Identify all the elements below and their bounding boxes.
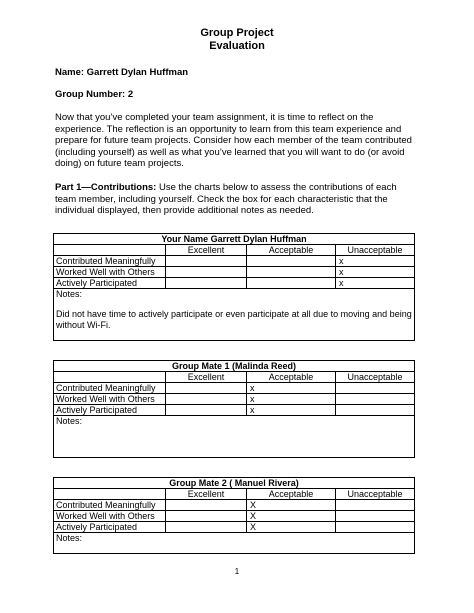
column-header-acceptable: Acceptable [247, 372, 336, 383]
unacceptable-checkbox[interactable] [336, 511, 415, 522]
acceptable-checkbox[interactable]: x [247, 405, 336, 416]
corner-cell [54, 372, 166, 383]
unacceptable-checkbox[interactable] [336, 394, 415, 405]
excellent-checkbox[interactable] [166, 511, 247, 522]
table-row [54, 267, 415, 278]
acceptable-checkbox[interactable]: x [247, 383, 336, 394]
row-label: Contributed Meaningfully [54, 500, 166, 511]
column-header-unacceptable: Unacceptable [336, 245, 415, 256]
acceptable-checkbox[interactable]: X [247, 522, 336, 533]
notes-label: Notes: [56, 289, 83, 299]
excellent-checkbox[interactable] [166, 256, 247, 267]
acceptable-checkbox[interactable] [247, 278, 336, 289]
column-header-unacceptable: Unacceptable [336, 372, 415, 383]
table-row [54, 405, 415, 416]
acceptable-checkbox[interactable] [247, 256, 336, 267]
corner-cell [54, 489, 166, 500]
row-label: Contributed Meaningfully [54, 383, 166, 394]
notes-field[interactable] [54, 289, 415, 341]
row-label: Worked Well with Others [54, 511, 166, 522]
row-label: Actively Participated [54, 405, 166, 416]
excellent-checkbox[interactable] [166, 383, 247, 394]
excellent-checkbox[interactable] [166, 500, 247, 511]
notes-field[interactable] [54, 416, 415, 458]
notes-label: Notes: [56, 533, 83, 543]
title-line-2: Evaluation [209, 39, 265, 52]
column-header-unacceptable: Unacceptable [336, 489, 415, 500]
unacceptable-checkbox[interactable] [336, 405, 415, 416]
document-title [0, 27, 474, 52]
excellent-checkbox[interactable] [166, 267, 247, 278]
table-row [54, 383, 415, 394]
excellent-checkbox[interactable] [166, 394, 247, 405]
table-row [54, 500, 415, 511]
unacceptable-checkbox[interactable] [336, 500, 415, 511]
unacceptable-checkbox[interactable]: x [336, 278, 415, 289]
row-label: Contributed Meaningfully [54, 256, 166, 267]
excellent-checkbox[interactable] [166, 405, 247, 416]
excellent-checkbox[interactable] [166, 278, 247, 289]
evaluation-table-group-mate-1 [53, 360, 415, 458]
part1-instructions [55, 182, 417, 217]
title-line-1: Group Project [200, 27, 274, 39]
excellent-checkbox[interactable] [166, 522, 247, 533]
acceptable-checkbox[interactable]: x [247, 394, 336, 405]
student-name: Name: Garrett Dylan Huffman [55, 67, 189, 78]
group-number: Group Number: 2 [55, 89, 134, 100]
unacceptable-checkbox[interactable]: x [336, 256, 415, 267]
table-row [54, 511, 415, 522]
notes-label: Notes: [56, 416, 83, 426]
column-header-acceptable: Acceptable [247, 245, 336, 256]
column-header-excellent: Excellent [166, 489, 247, 500]
table-row [54, 522, 415, 533]
part1-text: Use the charts below to assess the contributions of each team member, including yourself. Check the box for each characteristic that the individual displayed, then provide additional notes as needed. [55, 182, 397, 217]
table-title: Group Mate 1 (Malinda Reed) [54, 361, 415, 372]
evaluation-table-group-mate-2 [53, 477, 415, 554]
row-label: Worked Well with Others [54, 394, 166, 405]
corner-cell [54, 245, 166, 256]
unacceptable-checkbox[interactable] [336, 522, 415, 533]
table-title: Group Mate 2 ( Manuel Rivera) [54, 478, 415, 489]
table-row [54, 256, 415, 267]
unacceptable-checkbox[interactable]: x [336, 267, 415, 278]
row-label: Actively Participated [54, 522, 166, 533]
unacceptable-checkbox[interactable] [336, 383, 415, 394]
table-title: Your Name Garrett Dylan Huffman [54, 234, 415, 245]
evaluation-table-self [53, 233, 415, 341]
acceptable-checkbox[interactable]: X [247, 511, 336, 522]
column-header-excellent: Excellent [166, 372, 247, 383]
part1-heading: Part 1—Contributions: [55, 182, 157, 193]
page-number: 1 [234, 567, 240, 576]
acceptable-checkbox[interactable]: X [247, 500, 336, 511]
intro-paragraph: Now that you’ve completed your team assignment, it is time to reflect on the experience. The reflection is an opportunity to learn from this team experience and prepare for future team projects. Consider how each member of the team contributed (including yourself) as well as what you’ve learned that you will want to do (or avoid doing) on future team projects. [55, 112, 412, 170]
column-header-excellent: Excellent [166, 245, 247, 256]
column-header-acceptable: Acceptable [247, 489, 336, 500]
row-label: Actively Participated [54, 278, 166, 289]
table-row [54, 394, 415, 405]
row-label: Worked Well with Others [54, 267, 166, 278]
table-row [54, 278, 415, 289]
notes-text: Did not have time to actively participate or even participate at all due to moving and being without Wi-Fi. [56, 309, 412, 330]
acceptable-checkbox[interactable] [247, 267, 336, 278]
notes-field[interactable] [54, 533, 415, 554]
